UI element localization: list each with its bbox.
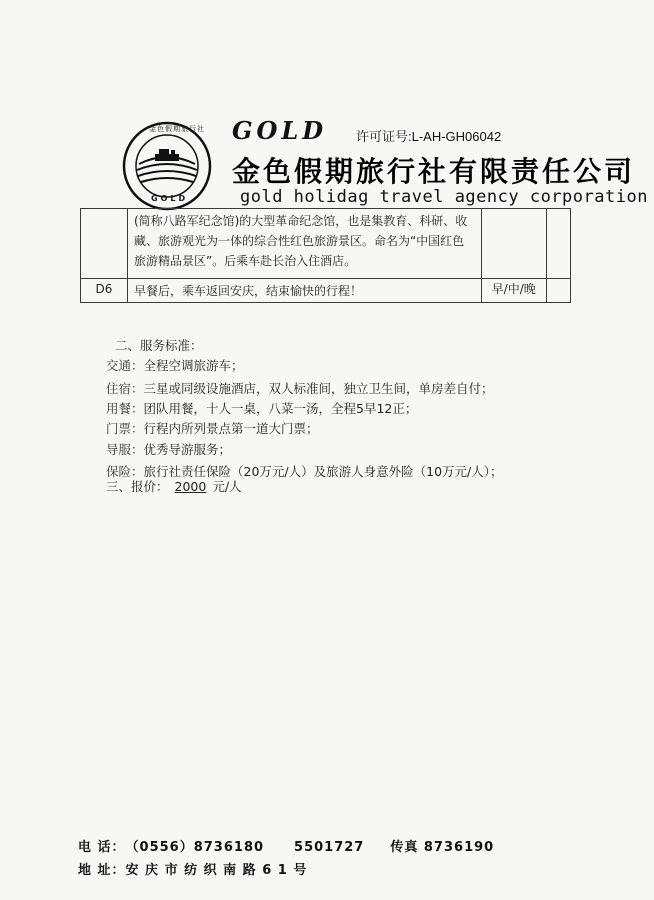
description-cell: 早餐后，乘车返回安庆，结束愉快的行程！ <box>127 279 481 303</box>
address-label: 地 址： <box>78 863 126 878</box>
service-item-text: 全程空调旅游车； <box>143 358 244 373</box>
company-name-cn: 金色假期旅行社有限责任公司 <box>232 155 636 188</box>
table-row <box>81 279 571 303</box>
price-line <box>106 477 242 495</box>
extra-cell <box>546 279 570 303</box>
service-item <box>106 440 231 458</box>
itinerary-table <box>80 208 571 303</box>
table-row <box>81 209 571 279</box>
service-item-label: 保险： <box>106 464 144 479</box>
day-cell <box>81 209 128 279</box>
day-cell: D6 <box>81 279 128 303</box>
service-heading: 二、服务标准： <box>115 338 203 353</box>
service-item-text: 优秀导游服务； <box>143 442 232 457</box>
meal-cell: 早/中/晚 <box>481 279 546 303</box>
price-suffix: 元/人 <box>212 479 242 494</box>
phone-number-1: （0556）8736180 <box>125 840 265 855</box>
service-item-label: 住宿： <box>106 381 144 396</box>
fax-number: 传真 8736190 <box>390 840 495 855</box>
service-item-label: 交通： <box>106 358 144 373</box>
meal-cell <box>481 209 546 279</box>
extra-cell <box>546 209 570 279</box>
service-item <box>106 419 319 437</box>
price-amount: 2000 <box>174 479 207 494</box>
phone-number-2: 5501727 <box>294 840 365 855</box>
service-item-label: 导服： <box>106 442 144 457</box>
service-item-text: 行程内所列景点第一道大门票； <box>143 421 319 436</box>
service-item-text: 三星或同级设施酒店，双人标准间，独立卫生间，单房差自付； <box>143 381 494 396</box>
service-item <box>106 399 417 417</box>
footer-address <box>78 859 307 878</box>
service-item-text: 旅行社责任保险（20万元/人）及旅游人身意外险（10万元/人）； <box>143 464 503 479</box>
phone-label: 电 话： <box>78 840 126 855</box>
footer-phone <box>78 836 494 855</box>
description-cell: (简称八路军纪念馆)的大型革命纪念馆，也是集教育、科研、收藏、旅游观光为一体的综合性红色旅游景区。命名为“中国红色旅游精品景区”。后乘车赴长治入住酒店。 <box>127 209 481 279</box>
price-prefix: 三、报价： <box>106 479 169 494</box>
service-item-text: 团队用餐，十人一桌，八菜一汤，全程5早12正； <box>143 401 418 416</box>
logo-bottom-text: GOLD <box>151 194 189 203</box>
license-number: 许可证号:L-AH-GH06042 <box>356 129 502 144</box>
service-item <box>106 356 244 374</box>
brand-gold-word: GOLD <box>232 116 328 145</box>
service-item-label: 门票： <box>106 421 144 436</box>
logo-ring-text: 金色假期旅行社 <box>149 125 205 133</box>
company-logo <box>121 120 213 212</box>
address-text: 安 庆 市 纺 织 南 路 6 1 号 <box>125 863 308 878</box>
service-item <box>106 379 494 397</box>
company-name-en: gold holidag travel agency corporation <box>240 187 648 207</box>
service-item-label: 用餐： <box>106 401 144 416</box>
